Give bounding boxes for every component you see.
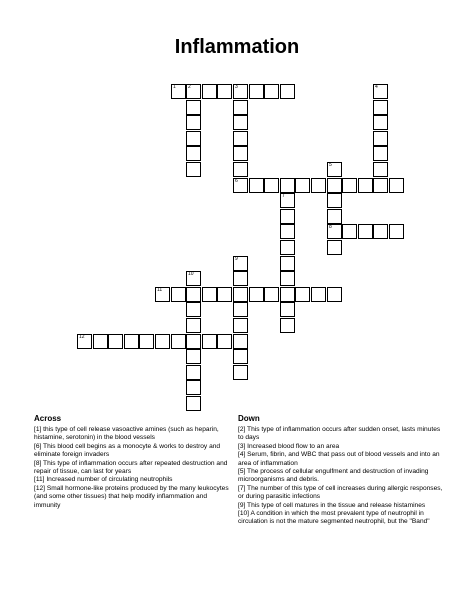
down-clue: [7] The number of this type of cell increases during allergic responses, or during parasitic infections (238, 484, 443, 501)
grid-cell[interactable] (233, 115, 248, 130)
down-clue: [9] This type of cell matures in the tissue and release histamines (238, 501, 426, 509)
grid-cell[interactable] (280, 84, 295, 99)
grid-cell[interactable] (389, 224, 404, 239)
grid-cell[interactable] (186, 115, 201, 130)
grid-cell[interactable] (233, 256, 248, 271)
across-clues (34, 414, 230, 510)
grid-cell[interactable] (311, 287, 326, 302)
across-clue: [1] this type of cell release vasoactive amines (such as heparin, histamine, serotonin) in the blood vessels (34, 426, 219, 442)
grid-cell[interactable] (186, 396, 201, 411)
grid-cell[interactable] (186, 84, 201, 99)
grid-cell[interactable] (171, 334, 186, 349)
grid-cell[interactable] (327, 224, 342, 239)
grid-cell[interactable] (373, 131, 388, 146)
grid-cell[interactable] (233, 84, 248, 99)
clue-number: 8 (329, 224, 332, 230)
grid-cell[interactable] (373, 84, 388, 99)
grid-cell[interactable] (342, 178, 357, 193)
grid-cell[interactable] (280, 256, 295, 271)
grid-cell[interactable] (217, 334, 232, 349)
grid-cell[interactable] (373, 162, 388, 177)
clue-number: 11 (157, 287, 163, 293)
grid-cell[interactable] (233, 162, 248, 177)
across-clue: [6] This blood cell begins as a monocyte & works to destroy and eliminate foreign invaders (34, 442, 221, 459)
grid-cell[interactable] (233, 100, 248, 115)
grid-cell[interactable] (295, 178, 310, 193)
grid-cell[interactable] (233, 131, 248, 146)
across-heading: Across (34, 414, 62, 423)
grid-cell[interactable] (217, 287, 232, 302)
across-clue: [11] Increased number of circulating neutrophils (34, 476, 173, 484)
grid-cell[interactable] (233, 365, 248, 380)
grid-cell[interactable] (139, 334, 154, 349)
grid-cell[interactable] (202, 334, 217, 349)
grid-cell[interactable] (186, 318, 201, 333)
grid-cell[interactable] (186, 146, 201, 161)
clue-number: 10 (188, 271, 194, 277)
grid-cell[interactable] (280, 178, 295, 193)
grid-cell[interactable] (327, 178, 342, 193)
clue-number: 12 (79, 334, 85, 340)
page-title: Inflammation (174, 36, 300, 58)
grid-cell[interactable] (249, 178, 264, 193)
grid-cell[interactable] (327, 240, 342, 255)
grid-cell[interactable] (233, 146, 248, 161)
grid-cell[interactable] (186, 100, 201, 115)
grid-cell[interactable] (373, 224, 388, 239)
grid-cell[interactable] (186, 302, 201, 317)
grid-cell[interactable] (77, 334, 92, 349)
down-clue: [2] This type of inflammation occurs after sudden onset, lasts minutes to days (238, 426, 441, 442)
grid-cell[interactable] (186, 380, 201, 395)
grid-cell[interactable] (202, 287, 217, 302)
grid-cell[interactable] (233, 318, 248, 333)
grid-cell[interactable] (327, 193, 342, 208)
grid-cell[interactable] (389, 178, 404, 193)
grid-cell[interactable] (264, 84, 279, 99)
across-clue: [8] This type of inflammation occurs after repeated destruction and repair of tissue, can last for years (34, 459, 228, 476)
grid-cell[interactable] (171, 287, 186, 302)
down-clue: [4] Serum, fibrin, and WBC that pass out of blood vessels and into an area of inflammation (238, 451, 440, 467)
grid-cell[interactable] (186, 162, 201, 177)
grid-cell[interactable] (280, 302, 295, 317)
grid-cell[interactable] (186, 287, 201, 302)
down-heading: Down (238, 414, 260, 423)
grid-cell[interactable] (93, 334, 108, 349)
down-clue: [10] A condition in which the most prevalent type of neutrophil in circulation is not the mature segmented neutrophil, but the "Band" (238, 510, 430, 526)
grid-cell[interactable] (202, 84, 217, 99)
down-clue: [5] The process of cellular engulfment and destruction of invading microorganisms and debris. (238, 468, 429, 484)
grid-cell[interactable] (233, 271, 248, 286)
grid-cell[interactable] (280, 193, 295, 208)
grid-cell[interactable] (233, 334, 248, 349)
grid-cell[interactable] (155, 287, 170, 302)
grid-cell[interactable] (280, 209, 295, 224)
grid-cell[interactable] (217, 84, 232, 99)
grid-cell[interactable] (295, 287, 310, 302)
clue-number: 7 (282, 193, 285, 199)
grid-cell[interactable] (233, 178, 248, 193)
grid-cell[interactable] (358, 178, 373, 193)
grid-cell[interactable] (327, 287, 342, 302)
grid-cell[interactable] (264, 287, 279, 302)
grid-cell[interactable] (186, 334, 201, 349)
grid-cell[interactable] (108, 334, 123, 349)
grid-cell[interactable] (186, 365, 201, 380)
across-clue: [12] Small hormone-like proteins produced by the many leukocytes (and some other tissues) that help modify inflammation and immunity (34, 484, 229, 509)
clue-number: 9 (235, 256, 238, 262)
down-clues (238, 414, 446, 527)
grid-cell[interactable] (280, 318, 295, 333)
grid-cell[interactable] (249, 84, 264, 99)
grid-cell[interactable] (358, 224, 373, 239)
grid-cell[interactable] (373, 100, 388, 115)
clue-number: 4 (375, 84, 378, 90)
grid-cell[interactable] (327, 209, 342, 224)
grid-cell[interactable] (280, 240, 295, 255)
grid-cell[interactable] (342, 224, 357, 239)
grid-cell[interactable] (327, 162, 342, 177)
grid-cell[interactable] (186, 131, 201, 146)
grid-cell[interactable] (233, 349, 248, 364)
grid-cell[interactable] (280, 224, 295, 239)
grid-cell[interactable] (233, 287, 248, 302)
grid-cell[interactable] (155, 334, 170, 349)
grid-cell[interactable] (373, 115, 388, 130)
grid-cell[interactable] (311, 178, 326, 193)
grid-cell[interactable] (264, 178, 279, 193)
clue-number: 6 (235, 178, 238, 184)
clue-number: 1 (173, 84, 176, 90)
grid-cell[interactable] (233, 302, 248, 317)
grid-cell[interactable] (186, 271, 201, 286)
down-clue: [3] Increased blood flow to an area (238, 442, 340, 450)
clue-number: 3 (235, 84, 238, 90)
grid-cell[interactable] (373, 178, 388, 193)
grid-cell[interactable] (249, 287, 264, 302)
grid-cell[interactable] (280, 287, 295, 302)
grid-cell[interactable] (171, 84, 186, 99)
clue-number: 5 (329, 162, 332, 168)
grid-cell[interactable] (280, 271, 295, 286)
grid-cell[interactable] (186, 349, 201, 364)
grid-cell[interactable] (373, 146, 388, 161)
grid-cell[interactable] (124, 334, 139, 349)
clue-number: 2 (188, 84, 191, 90)
